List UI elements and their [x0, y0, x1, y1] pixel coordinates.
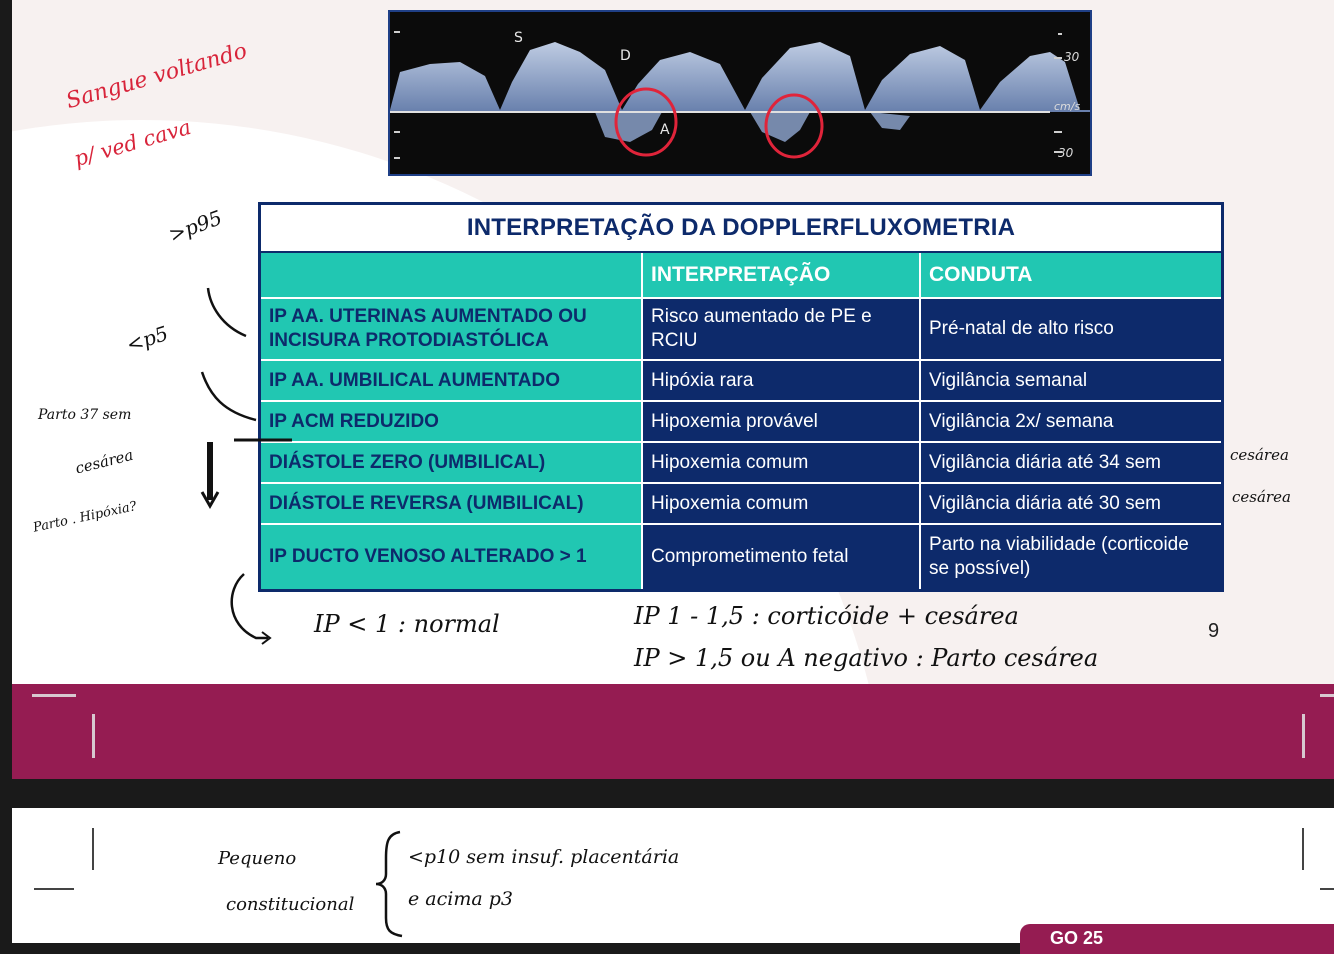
interpretation-cell: Hipóxia rara	[643, 361, 921, 400]
annotation-ip-1-15: IP 1 - 1,5 : corticóide + cesárea	[634, 602, 1019, 630]
annotation-p10: <p10 sem insuf. placentária	[408, 846, 680, 868]
interpretation-cell: Comprometimento fetal	[643, 525, 921, 589]
finding-cell: IP AA. UTERINAS AUMENTADO OU INCISURA PROTODIASTÓLICA	[261, 299, 643, 359]
interpretation-cell: Hipoxemia comum	[643, 443, 921, 482]
annotation-cesarea-left: cesárea	[73, 445, 136, 478]
finding-cell: IP DUCTO VENOSO ALTERADO > 1	[261, 525, 643, 589]
finding-cell: DIÁSTOLE REVERSA (UMBILICAL)	[261, 484, 643, 523]
annotation-cesarea-right-1: cesárea	[1230, 446, 1289, 464]
conduct-cell: Parto na viabilidade (corticoide se possível)	[921, 525, 1221, 589]
annotation-parto-37: Parto 37 sem	[38, 407, 132, 423]
annotation-p95: >p95	[165, 205, 226, 247]
header-conduct: CONDUTA	[921, 253, 1221, 297]
a-wave-label: A	[660, 122, 670, 138]
annotation-parto-hipoxia: Parto . Hipóxia?	[31, 499, 139, 536]
section-tab[interactable]	[1020, 924, 1334, 954]
crop-mark	[1302, 828, 1304, 870]
section-tab-label: GO 25	[1050, 928, 1104, 948]
annotation-vci: p/ ved cava	[71, 114, 194, 172]
diastole-label: D	[620, 48, 631, 64]
conduct-cell: Pré-natal de alto risco	[921, 299, 1221, 359]
finding-cell: IP AA. UMBILICAL AUMENTADO	[261, 361, 643, 400]
interpretation-cell: Risco aumentado de PE e RCIU	[643, 299, 921, 359]
conduct-cell: Vigilância diária até 34 sem	[921, 443, 1221, 482]
crop-mark	[34, 888, 74, 890]
annotation-strokes	[12, 0, 1334, 684]
annotation-constitucional: constitucional	[226, 894, 355, 915]
annotation-acima-p3: e acima p3	[408, 888, 513, 910]
crop-mark	[1320, 694, 1334, 697]
crop-mark	[92, 714, 95, 758]
finding-cell: DIÁSTOLE ZERO (UMBILICAL)	[261, 443, 643, 482]
slide-footer-bar	[12, 684, 1334, 779]
header-interpretation: INTERPRETAÇÃO	[643, 253, 921, 297]
lecture-slide	[12, 0, 1334, 684]
annotation-p5: <p5	[123, 321, 172, 357]
crop-mark	[32, 694, 76, 697]
annotation-pequeno: Pequeno	[218, 848, 297, 869]
annotation-sangue-voltando: Sangue voltando	[63, 38, 250, 115]
crop-mark	[1302, 714, 1305, 758]
page-number: 9	[1208, 620, 1220, 642]
scale-top: 30	[1064, 50, 1080, 64]
brace-icon	[372, 828, 412, 940]
scale-unit: cm/s	[1054, 100, 1081, 113]
interpretation-cell: Hipoxemia provável	[643, 402, 921, 441]
annotation-ip-gt-15: IP > 1,5 ou A negativo : Parto cesárea	[634, 644, 1099, 672]
annotation-cesarea-right-2: cesárea	[1232, 488, 1291, 506]
next-page	[12, 808, 1334, 943]
table-title: INTERPRETAÇÃO DA DOPPLERFLUXOMETRIA	[261, 205, 1221, 253]
interpretation-cell: Hipoxemia comum	[643, 484, 921, 523]
annotation-ip-normal: IP < 1 : normal	[314, 610, 500, 638]
systole-label: S	[514, 30, 523, 46]
conduct-cell: Vigilância 2x/ semana	[921, 402, 1221, 441]
conduct-cell: Vigilância semanal	[921, 361, 1221, 400]
crop-mark	[1320, 888, 1334, 890]
scale-bottom: 30	[1058, 146, 1074, 160]
crop-mark	[92, 828, 94, 870]
finding-cell: IP ACM REDUZIDO	[261, 402, 643, 441]
conduct-cell: Vigilância diária até 30 sem	[921, 484, 1221, 523]
